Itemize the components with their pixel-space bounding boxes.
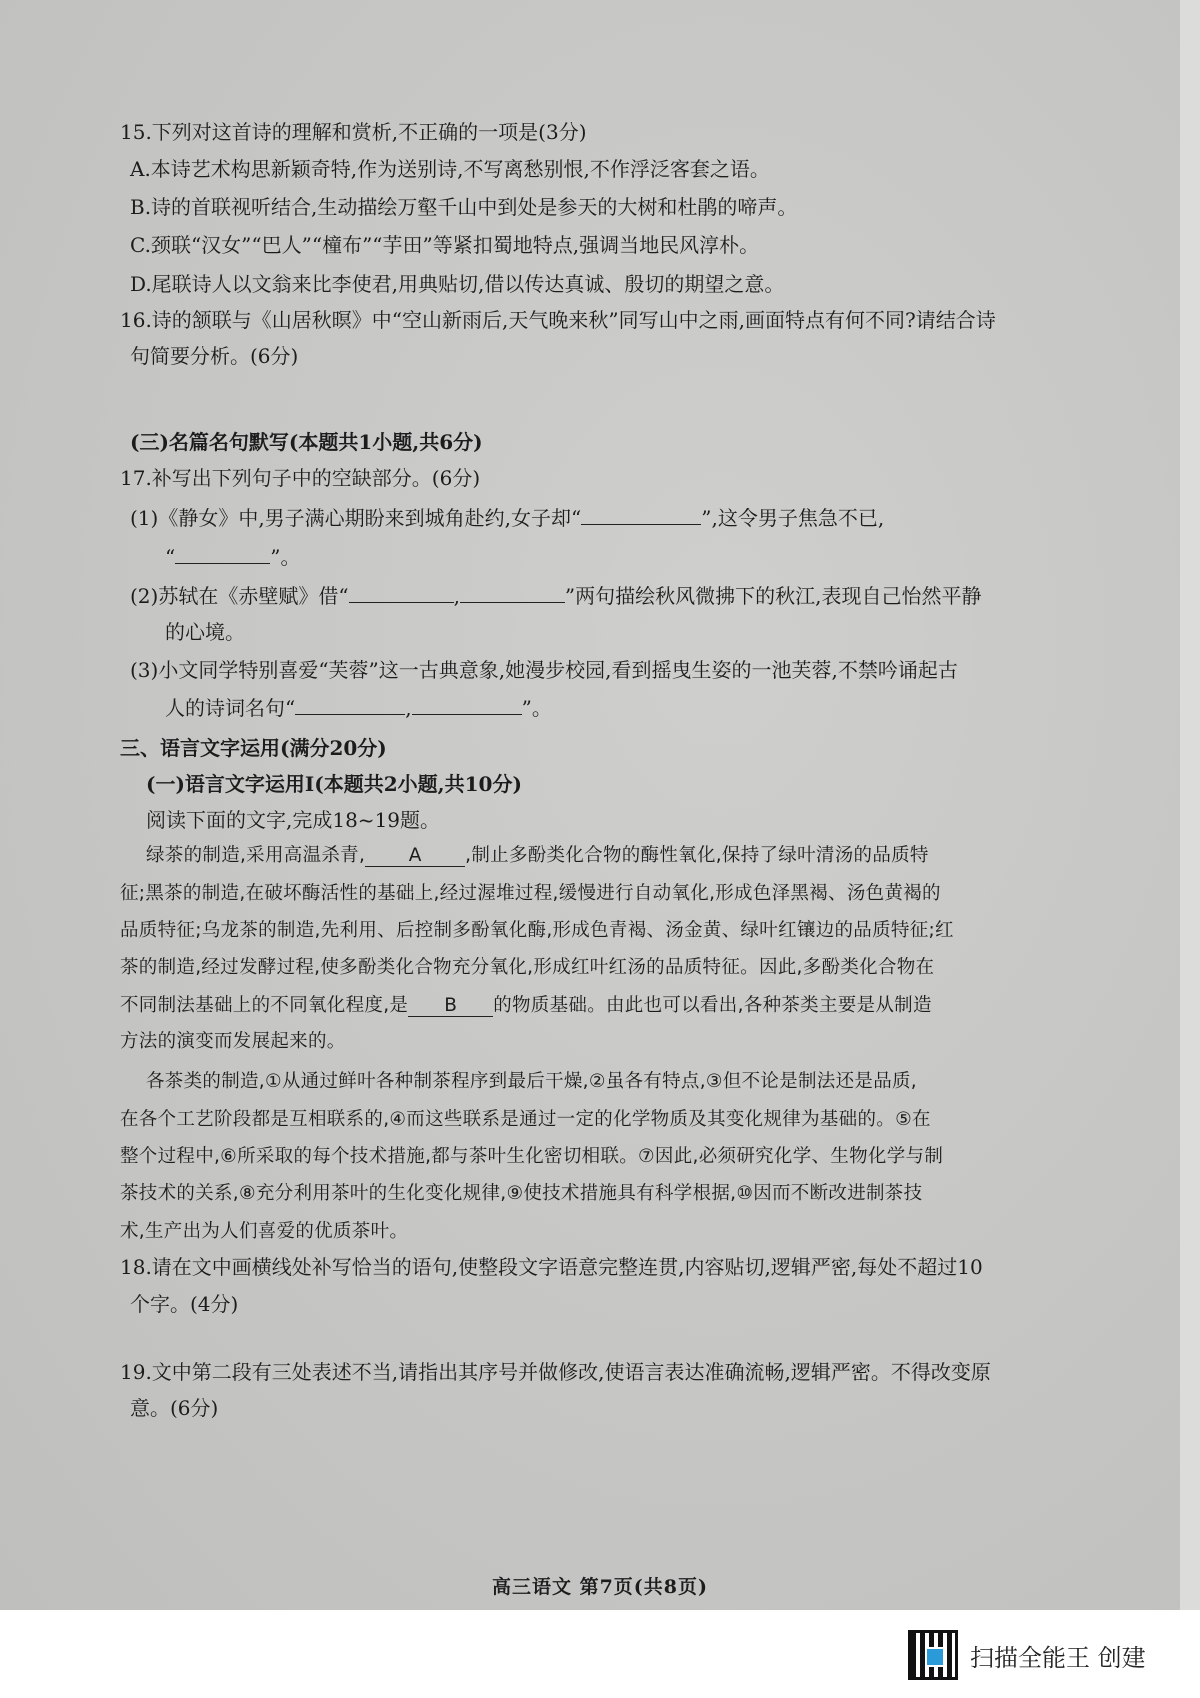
q15-option-c: C.颈联“汉女”“巴人”“橦布”“芋田”等紧扣蜀地特点,强调当地民风淳朴。 <box>130 233 760 257</box>
q15-option-d: D.尾联诗人以文翁来比李使君,用典贴切,借以传达真诚、殷切的期望之意。 <box>130 272 785 296</box>
q16-line1: 16.诗的颔联与《山居秋暝》中“空山新雨后,天气晚来秋”同写山中之雨,画面特点有何不同?请结合诗 <box>120 308 996 332</box>
passage1-line5 <box>120 992 932 1020</box>
q17-part2-text-a: (2)苏轼在《赤壁赋》借“ <box>130 584 349 608</box>
q17-part2-blank2 <box>460 602 565 603</box>
q17-part1-text-d: ”。 <box>270 545 301 569</box>
q19-line2: 意。(6分) <box>130 1396 219 1420</box>
passage1-line5-b: 的物质基础。由此也可以看出,各种茶类主要是从制造 <box>493 995 932 1016</box>
part3-heading: 三、语言文字运用(满分20分) <box>120 736 387 760</box>
passage2-line3: 整个过程中,⑥所采取的每个技术措施,都与茶叶生化密切相联。⑦因此,必须研究化学、生物化学与制 <box>120 1146 944 1167</box>
q17-part1-text-a: (1)《静女》中,男子满心期盼来到城角赴约,女子却“ <box>130 506 582 530</box>
passage1-line5-a: 不同制法基础上的不同氧化程度,是 <box>120 995 409 1016</box>
section-language-use-heading: (一)语言文字运用Ⅰ(本题共2小题,共10分) <box>146 772 522 796</box>
q17-part1-blank2 <box>175 563 270 564</box>
q17-part3-text-c: , <box>405 696 412 720</box>
passage1-line4: 茶的制造,经过发酵过程,使多酚类化合物充分氧化,形成红叶红汤的品质特征。因此,多酚类化合物在 <box>120 957 935 978</box>
q19-line1: 19.文中第二段有三处表述不当,请指出其序号并做修改,使语言表达准确流畅,逻辑严密。不得改变原 <box>120 1360 991 1384</box>
q17-part1-text-b: ”,这令男子焦急不已, <box>701 506 885 530</box>
passage1-line1 <box>146 842 929 870</box>
q17-part2 <box>130 582 982 610</box>
passage2-line4: 茶技术的关系,⑧充分利用茶叶的生化变化规律,⑨使技术措施具有科学根据,⑩因而不断改进制茶技 <box>120 1183 923 1204</box>
q17-part1-cont <box>165 543 300 571</box>
q17-part3-cont <box>165 694 552 722</box>
q16-line2: 句简要分析。(6分) <box>130 344 299 368</box>
passage2-line2: 在各个工艺阶段都是互相联系的,④而这些联系是通过一定的化学物质及其变化规律为基础的。⑤在 <box>120 1109 931 1130</box>
blank-b: B <box>408 996 493 1017</box>
q17-part1-text-c: “ <box>165 545 176 569</box>
passage1-line3: 品质特征;乌龙茶的制造,先利用、后控制多酚氧化酶,形成色青褐、汤金黄、绿叶红镶边的品质特征;红 <box>120 920 954 941</box>
qr-code-icon <box>908 1630 958 1680</box>
page-footer: 高三语文 第7页(共8页) <box>491 1576 709 1598</box>
q17-part2-text-b: , <box>453 584 460 608</box>
reading-instruction: 阅读下面的文字,完成18~19题。 <box>146 808 441 832</box>
section-famous-lines-heading: (三)名篇名句默写(本题共1小题,共6分) <box>130 430 483 454</box>
q17-part3-blank1 <box>295 714 405 715</box>
q17-part3-text-b: 人的诗词名句“ <box>165 696 296 720</box>
q15-option-b: B.诗的首联视听结合,生动描绘万壑千山中到处是参天的大树和杜鹃的啼声。 <box>130 195 798 219</box>
q15-stem: 15.下列对这首诗的理解和赏析,不正确的一项是(3分) <box>120 120 587 144</box>
scan-edge <box>1180 0 1200 1610</box>
q17-part2-cont: 的心境。 <box>165 620 245 644</box>
watermark-text: 扫描全能王 创建 <box>970 1643 1146 1672</box>
q17-part3-blank2 <box>412 714 522 715</box>
q15-option-a: A.本诗艺术构思新颖奇特,作为送别诗,不写离愁别恨,不作浮泛客套之语。 <box>130 157 770 181</box>
q18-line1: 18.请在文中画横线处补写恰当的语句,使整段文字语意完整连贯,内容贴切,逻辑严密,每处不超过10 <box>120 1255 983 1279</box>
q17-part1-blank1 <box>581 524 701 525</box>
blank-a: A <box>365 846 465 867</box>
q18-line2: 个字。(4分) <box>130 1292 239 1316</box>
q17-part3-text-d: ”。 <box>521 696 552 720</box>
q17-part3: (3)小文同学特别喜爱“芙蓉”这一古典意象,她漫步校园,看到摇曳生姿的一池芙蓉,不禁吟诵起古 <box>130 658 958 682</box>
q17-part1 <box>130 504 884 532</box>
passage1-line1-b: ,制止多酚类化合物的酶性氧化,保持了绿叶清汤的品质特 <box>465 845 929 866</box>
q17-part2-blank1 <box>349 602 454 603</box>
q17-stem: 17.补写出下列句子中的空缺部分。(6分) <box>120 466 481 490</box>
passage1-line2: 征;黑茶的制造,在破坏酶活性的基础上,经过渥堆过程,缓慢进行自动氧化,形成色泽黑褐、汤色黄褐的 <box>120 883 941 904</box>
passage1-line1-a: 绿茶的制造,采用高温杀青, <box>146 845 366 866</box>
passage2-line5: 术,生产出为人们喜爱的优质茶叶。 <box>120 1221 409 1242</box>
passage1-line6: 方法的演变而发展起来的。 <box>120 1031 346 1052</box>
q17-part2-text-c: ”两句描绘秋风微拂下的秋江,表现自己怡然平静 <box>564 584 982 608</box>
passage2-line1: 各茶类的制造,①从通过鲜叶各种制茶程序到最后干燥,②虽各有特点,③但不论是制法还是品质, <box>146 1071 917 1092</box>
scanner-watermark <box>908 1630 1146 1680</box>
